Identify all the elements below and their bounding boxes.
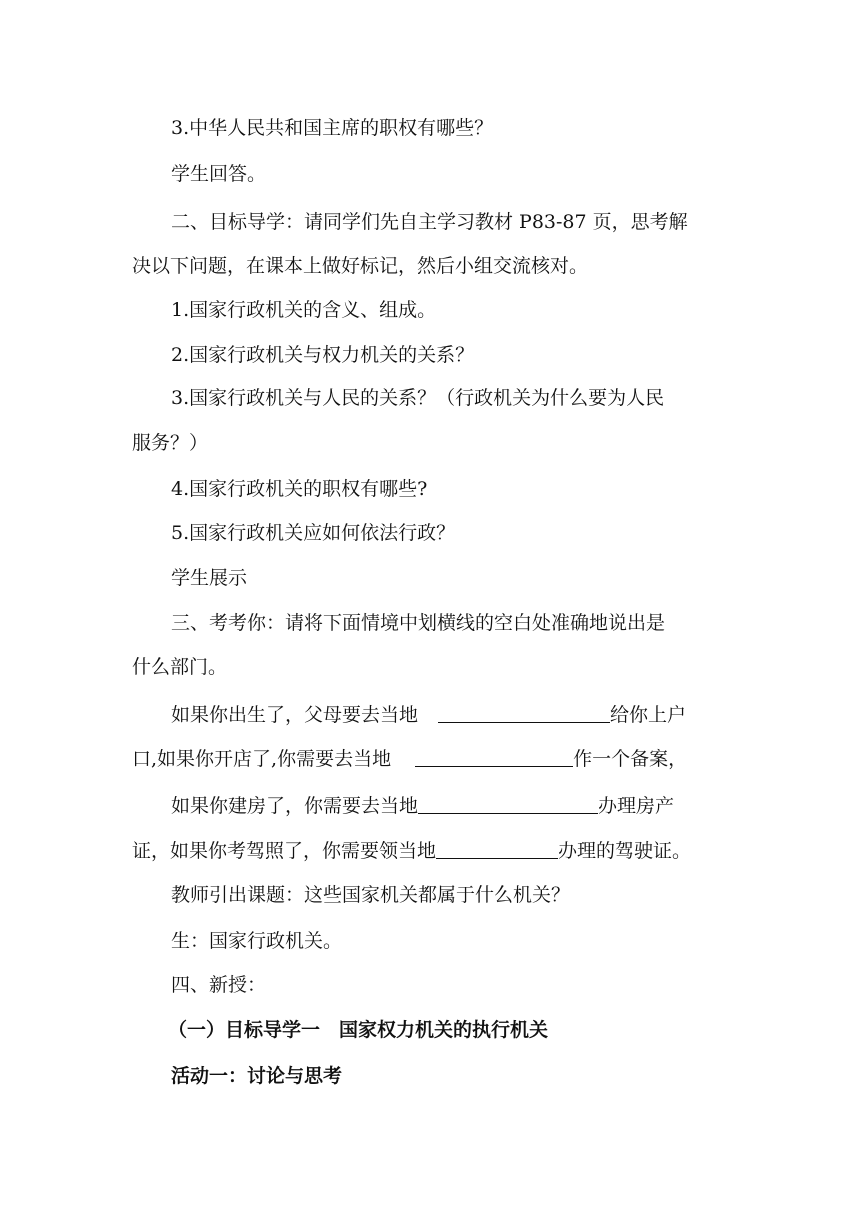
fill-line-3 <box>171 793 771 819</box>
fill-text-1b: 给你上户 <box>610 704 687 726</box>
section-4-title: 四、新授： <box>171 974 267 996</box>
blank-property-certificate[interactable] <box>418 793 598 814</box>
item-1: 1.国家行政机关的含义、组成。 <box>171 299 437 321</box>
fill-text-3a: 如果你建房了，你需要去当地 <box>171 795 419 817</box>
item-3: 3.国家行政机关与人民的关系？（行政机关为什么要为人民 <box>171 387 665 409</box>
fill-text-1a: 如果你出生了，父母要去当地 <box>171 704 419 726</box>
blank-household-registration[interactable] <box>438 702 610 723</box>
student-response: 生：国家行政机关。 <box>171 930 343 952</box>
item-2: 2.国家行政机关与权力机关的关系？ <box>171 344 475 366</box>
item-3-continuation: 服务？） <box>132 432 209 454</box>
subsection-heading: （一）目标导学一 国家权力机关的执行机关 <box>168 1019 549 1041</box>
section-3-title: 三、考考你：请将下面情境中划横线的空白处准确地说出是 <box>171 612 666 634</box>
fill-text-3b: 办理房产 <box>598 795 675 817</box>
question-3-president: 3.中华人民共和国主席的职权有哪些？ <box>171 117 494 139</box>
section-2-text: 二、目标导学：请同学们先自主学习教材 P83-87 页，思考解 <box>171 211 688 233</box>
blank-driving-license[interactable] <box>436 838 558 859</box>
student-show-note: 学生展示 <box>171 567 248 589</box>
item-4: 4.国家行政机关的职权有哪些? <box>171 478 428 500</box>
activity-heading: 活动一：讨论与思考 <box>171 1065 343 1087</box>
blank-shop-registration[interactable] <box>415 746 573 767</box>
fill-line-4 <box>132 838 732 864</box>
fill-text-4a: 证，如果你考驾照了，你需要领当地 <box>132 840 437 862</box>
fill-text-2b: 作一个备案， <box>573 748 688 770</box>
section-3-continuation: 什么部门。 <box>132 656 228 678</box>
student-answer-note: 学生回答。 <box>171 163 267 185</box>
fill-line-1 <box>171 702 771 728</box>
teacher-topic-question: 教师引出课题：这些国家机关都属于什么机关？ <box>171 884 571 906</box>
fill-text-2a: 口,如果你开店了,你需要去当地 <box>132 748 392 770</box>
section-2-continuation: 决以下问题，在课本上做好标记，然后小组交流核对。 <box>132 255 589 277</box>
fill-text-4b: 办理的驾驶证。 <box>558 840 692 862</box>
fill-line-2 <box>132 746 732 772</box>
item-5: 5.国家行政机关应如何依法行政？ <box>171 522 456 544</box>
section-2-title <box>171 209 732 235</box>
